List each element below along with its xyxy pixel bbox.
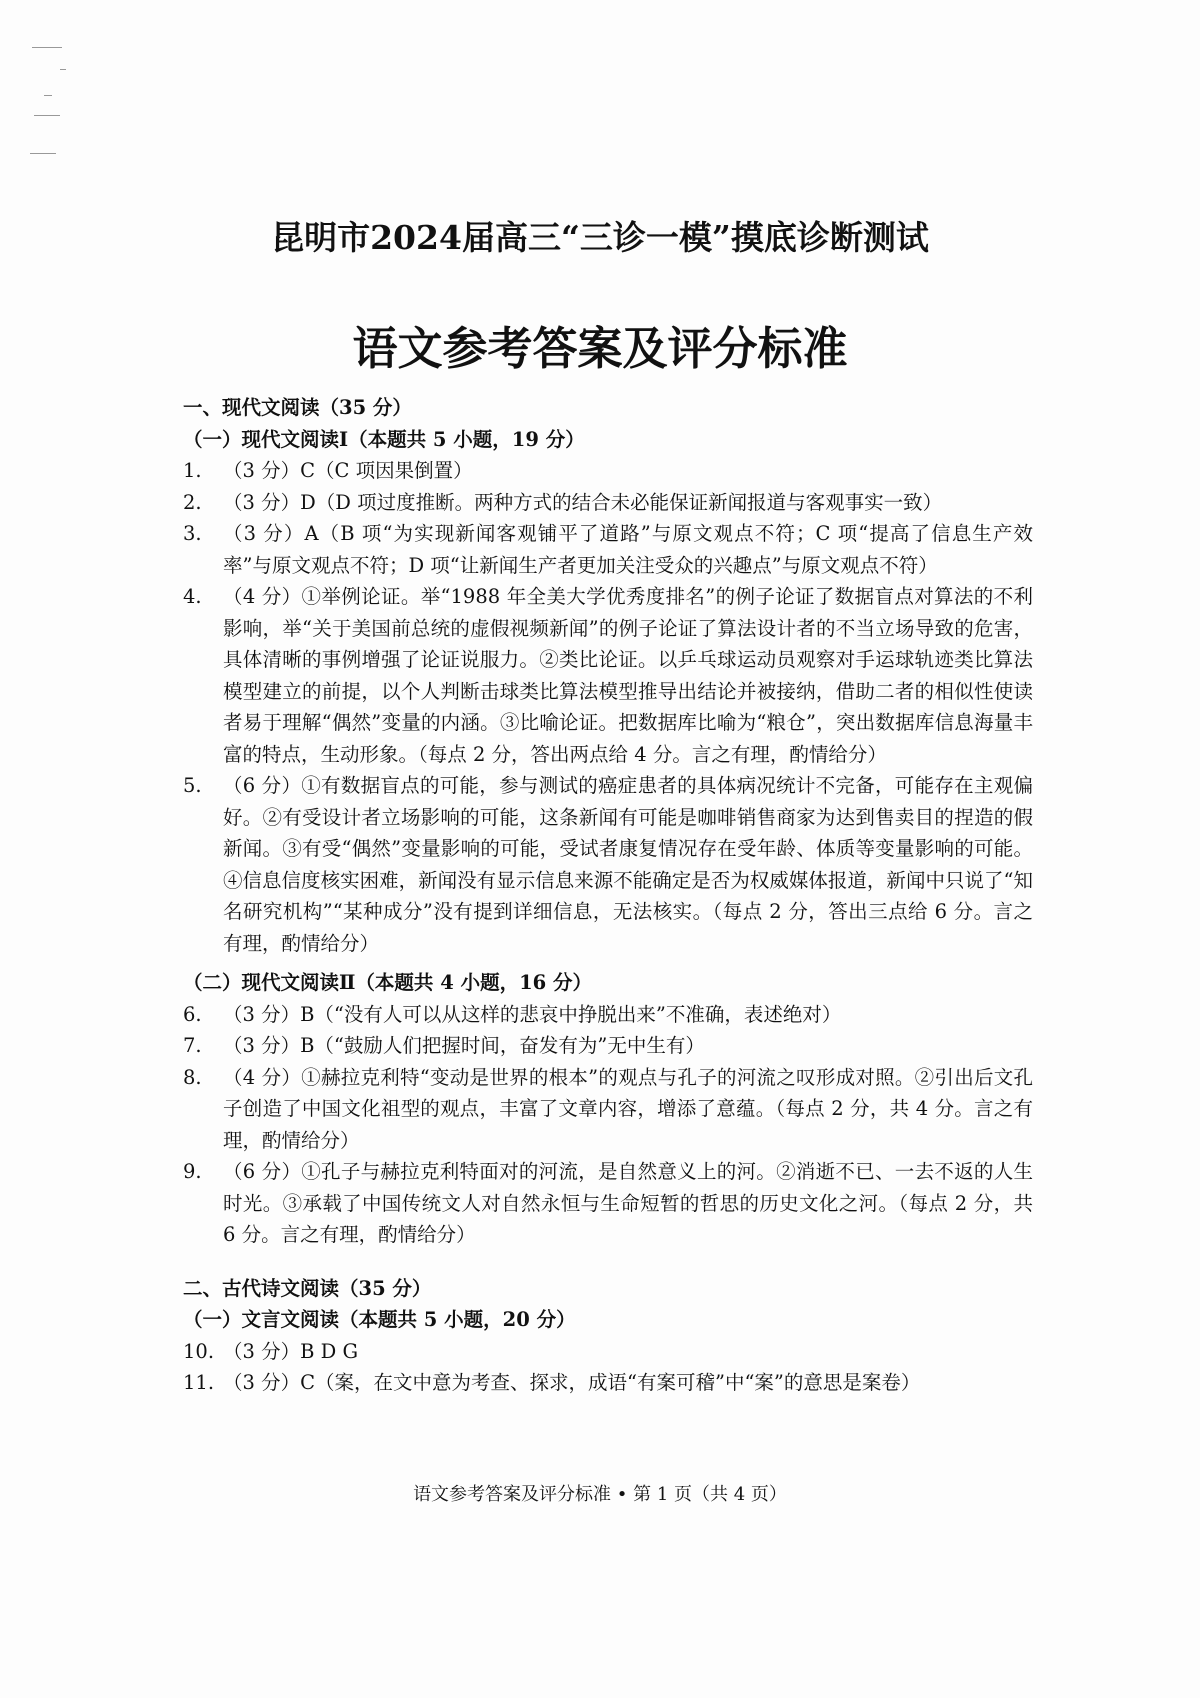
section-heading-classical-reading: 二、古代诗文阅读（35 分）	[183, 1276, 432, 1300]
item-number: 6.	[183, 1002, 202, 1026]
item-text: （4 分）①举例论证。举“1988 年全美大学优秀度排名”的例子论证了数据盲点对算法的不利影响，举“关于美国前总统的虚假视频新闻”的例子论证了算法设计者的不当立场导致的危害，具体清晰的事例增强了论证说服力。②类比论证。以乒乓球运动员观察对手运球轨迹类比算法模型建立的前提，以个人判断击球类比算法模型推导出结论并被接纳，借助二者的相似性使读者易于理解“偶然”变量的内涵。③比喻论证。把数据库比喻为“粮仓”，突出数据库信息海量丰富的特点，生动形象。（每点 2 分，答出两点给 4 分。言之有理，酌情给分）	[223, 585, 1033, 766]
subsection-heading-reading-2: （二）现代文阅读Ⅱ（本题共 4 小题，16 分）	[183, 971, 593, 994]
item-text: （3 分）A（B 项“为实现新闻客观铺平了道路”与原文观点不符；C 项“提高了信息生产效率”与原文观点不符；D 项“让新闻生产者更加关注受众的兴趣点”与原文观点不符）	[223, 522, 1033, 577]
section-heading-modern-reading: 一、现代文阅读（35 分）	[183, 396, 412, 419]
page-footer: 语文参考答案及评分标准 • 第 1 页（共 4 页）	[413, 1484, 787, 1505]
item-text: （6 分）①孔子与赫拉克利特面对的河流，是自然意义上的河。②消逝不已、一去不返的人生时光。③承载了中国传统文人对自然永恒与生命短暂的哲思的历史文化之河。（每点 2 分，共 6 分。言之有理，酌情给分）	[223, 1160, 1033, 1246]
item-number: 11.	[183, 1371, 215, 1394]
item-number: 10.	[183, 1339, 215, 1363]
answer-item	[183, 1156, 1033, 1251]
answer-item	[183, 1062, 1033, 1157]
item-text: （3 分）B（“鼓励人们把握时间，奋发有为”无中生有）	[223, 1034, 705, 1057]
item-text: （3 分）B D G	[223, 1339, 359, 1363]
document-title: 语文参考答案及评分标准	[352, 322, 848, 375]
subsection-heading-classical-prose: （一）文言文阅读（本题共 5 小题，20 分）	[183, 1308, 576, 1331]
item-text: （3 分）B（“没有人可以从这样的悲哀中挣脱出来”不准确，表述绝对）	[223, 1002, 842, 1026]
item-text: （4 分）①赫拉克利特“变动是世界的根本”的观点与孔子的河流之叹形成对照。②引出后文孔子创造了中国文化祖型的观点，丰富了文章内容，增添了意蕴。（每点 2 分，共 4 分。言之有理，酌情给分）	[223, 1065, 1033, 1152]
answer-item	[183, 1030, 1033, 1062]
item-number: 4.	[183, 585, 202, 608]
item-text: （3 分）C（案，在文中意为考查、探求，成语“有案可稽”中“案”的意思是案卷）	[223, 1371, 921, 1394]
answer-item	[183, 1367, 1033, 1399]
item-number: 5.	[183, 774, 202, 797]
item-text: （3 分）D（D 项过度推断。两种方式的结合未必能保证新闻报道与客观事实一致）	[223, 490, 943, 514]
item-number: 7.	[183, 1034, 202, 1057]
item-number: 8.	[183, 1065, 202, 1089]
answer-item	[183, 1336, 1033, 1368]
item-number: 1.	[183, 459, 202, 482]
item-text: （3 分）C（C 项因果倒置）	[223, 459, 473, 482]
answer-item	[183, 518, 1033, 581]
answer-item	[183, 999, 1033, 1031]
exam-title: 昆明市2024届高三“三诊一模”摸底诊断测试	[271, 218, 929, 257]
answer-item	[183, 455, 1033, 487]
answer-item	[183, 487, 1033, 519]
answer-content	[183, 392, 1033, 1399]
answer-item	[183, 770, 1033, 959]
item-number: 9.	[183, 1160, 202, 1183]
item-number: 2.	[183, 490, 202, 514]
answer-item	[183, 581, 1033, 770]
item-text: （6 分）①有数据盲点的可能，参与测试的癌症患者的具体病况统计不完备，可能存在主观偏好。②有受设计者立场影响的可能，这条新闻有可能是咖啡销售商家为达到售卖目的捏造的假新闻。③有受“偶然”变量影响的可能，受试者康复情况存在受年龄、体质等变量影响的可能。④信息信度核实困难，新闻没有显示信息来源不能确定是否为权威媒体报道，新闻中只说了“知名研究机构”“某种成分”没有提到详细信息，无法核实。（每点 2 分，答出三点给 6 分。言之有理，酌情给分）	[223, 774, 1033, 955]
scan-artifacts	[30, 45, 110, 175]
subsection-heading-reading-1: （一）现代文阅读Ⅰ（本题共 5 小题，19 分）	[183, 427, 585, 451]
item-number: 3.	[183, 522, 202, 545]
